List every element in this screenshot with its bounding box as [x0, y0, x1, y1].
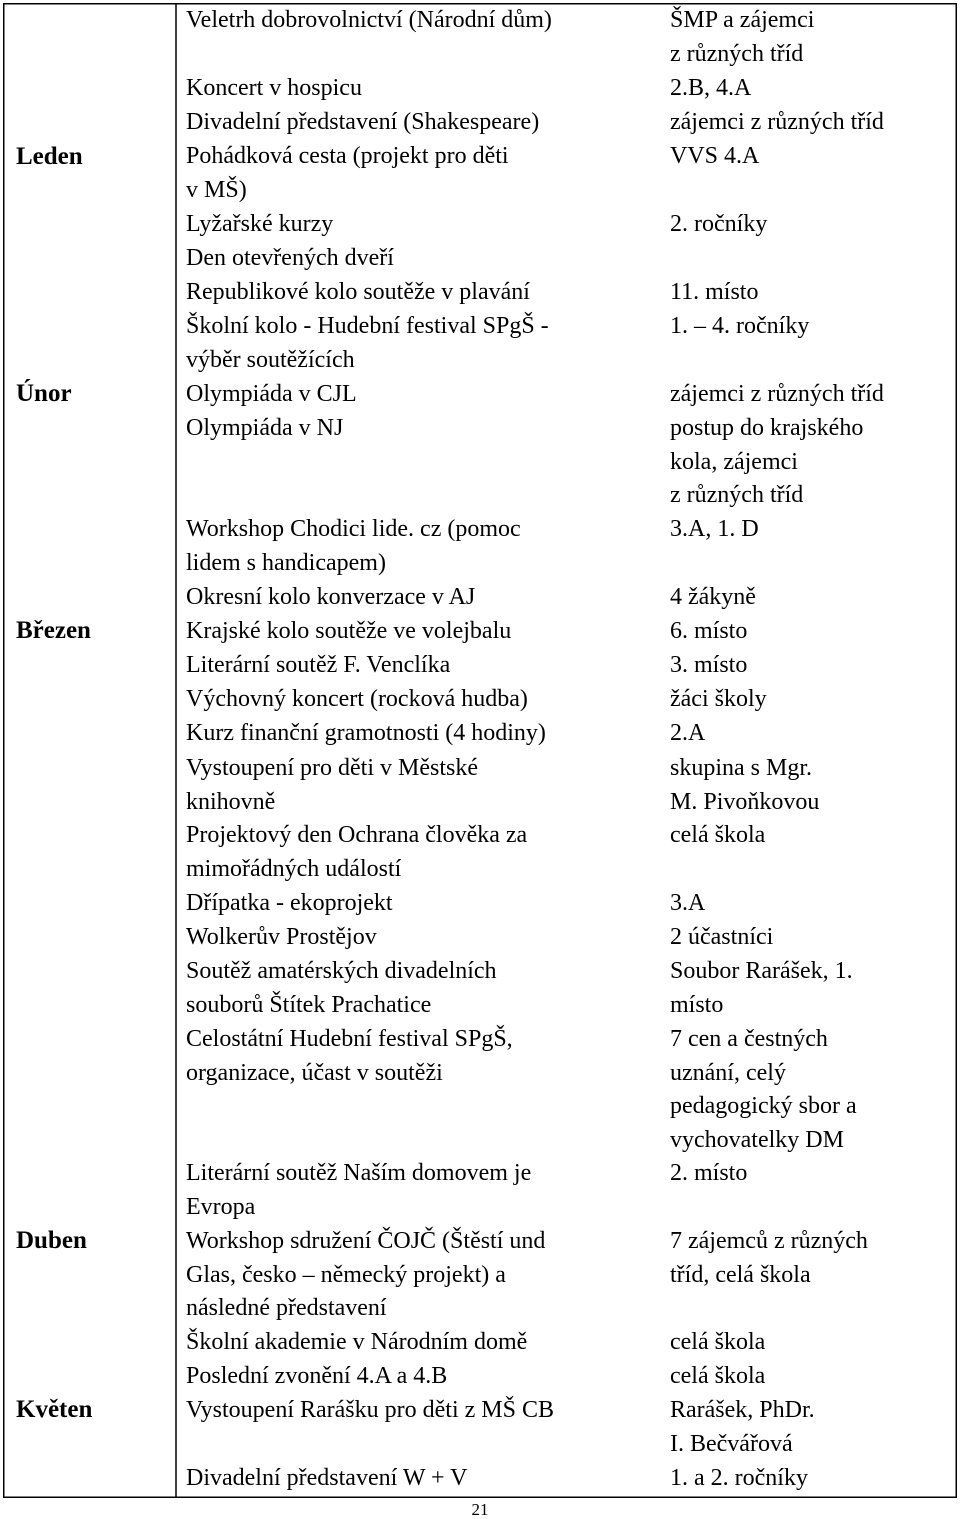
participants-cell: 2 účastníci	[670, 924, 774, 950]
activity-cell: Vystoupení Rarášku pro děti z MŠ CB	[186, 1397, 554, 1423]
participants-cell: postup do krajského kola, zájemci z různých tříd	[670, 415, 864, 508]
page-number: 21	[471, 1500, 489, 1519]
participants-cell: 2.A	[670, 720, 706, 746]
participants-cell: 2.B, 4.A	[670, 75, 752, 101]
activity-cell: Projektový den Ochrana člověka za mimořádných událostí	[186, 822, 528, 882]
activity-cell: Školní kolo - Hudební festival SPgŠ - výběr soutěžících	[186, 313, 549, 373]
participants-cell: 1. – 4. ročníky	[670, 313, 810, 339]
activity-cell: Vystoupení pro děti v Městské knihovně	[186, 755, 478, 815]
participants-cell: 2. místo	[670, 1160, 748, 1186]
participants-cell: 6. místo	[670, 618, 748, 644]
activity-cell: Veletrh dobrovolnictví (Národní dům)	[186, 7, 552, 33]
activity-cell: Krajské kolo soutěže ve volejbalu	[186, 618, 512, 644]
month-brezen: Březen	[16, 617, 91, 644]
activity-cell: Okresní kolo konverzace v AJ	[186, 584, 476, 610]
activity-cell: Wolkerův Prostějov	[186, 924, 377, 950]
activity-cell: Koncert v hospicu	[186, 75, 362, 101]
activity-cell: Literární soutěž Naším domovem je Evropa	[186, 1160, 532, 1220]
month-duben: Duben	[16, 1227, 87, 1254]
activity-cell: Dřípatka - ekoprojekt	[186, 890, 393, 916]
participants-cell: zájemci z různých tříd	[670, 109, 884, 135]
participants-cell: 3.A, 1. D	[670, 516, 759, 542]
participants-cell: žáci školy	[670, 686, 767, 712]
participants-cell: Soubor Rarášek, 1. místo	[670, 958, 853, 1018]
activity-cell: Poslední zvonění 4.A a 4.B	[186, 1363, 448, 1389]
participants-cell: celá škola	[670, 1363, 766, 1389]
activity-cell: Výchovný koncert (rocková hudba)	[186, 686, 528, 712]
activity-cell: Republikové kolo soutěže v plavání	[186, 279, 530, 305]
participants-cell: VVS 4.A	[670, 143, 760, 169]
participants-cell: 1. a 2. ročníky	[670, 1465, 808, 1491]
activity-cell: Divadelní představení (Shakespeare)	[186, 109, 540, 135]
participants-cell: celá škola	[670, 822, 766, 848]
month-leden: Leden	[16, 143, 83, 170]
participants-cell: 11. místo	[670, 279, 759, 305]
activity-cell: Pohádková cesta (projekt pro děti v MŠ)	[186, 143, 509, 203]
activity-cell: Celostátní Hudební festival SPgŠ, organizace, účast v soutěži	[186, 1026, 513, 1086]
participants-cell: Rarášek, PhDr. I. Bečvářová	[670, 1397, 815, 1457]
activity-cell: Kurz finanční gramotnosti (4 hodiny)	[186, 720, 546, 746]
activity-cell: Lyžařské kurzy	[186, 211, 334, 237]
month-kveten: Květen	[16, 1396, 93, 1423]
participants-cell: 7 cen a čestných uznání, celý pedagogický sbor a vychovatelky DM	[670, 1026, 857, 1153]
participants-cell: 3.A	[670, 890, 706, 916]
activity-cell: Školní akademie v Národním domě	[186, 1329, 528, 1355]
activity-cell: Workshop sdružení ČOJČ (Štěstí und Glas, česko – německý projekt) a následné představení	[186, 1228, 546, 1321]
month-unor: Únor	[16, 380, 72, 407]
activity-cell: Den otevřených dveří	[186, 245, 394, 271]
participants-cell: 3. místo	[670, 652, 748, 678]
activity-cell: Literární soutěž F. Venclíka	[186, 652, 451, 678]
participants-cell: ŠMP a zájemci z různých tříd	[670, 7, 815, 67]
activity-cell: Divadelní představení W + V	[186, 1465, 468, 1491]
participants-cell: 4 žákyně	[670, 584, 756, 610]
activity-cell: Workshop Chodici lide. cz (pomoc lidem s handicapem)	[186, 516, 521, 576]
participants-cell: 2. ročníky	[670, 211, 768, 237]
activity-cell: Soutěž amatérských divadelních souborů Štítek Prachatice	[186, 958, 497, 1018]
participants-cell: zájemci z různých tříd	[670, 381, 884, 407]
participants-cell: 7 zájemců z různých tříd, celá škola	[670, 1228, 868, 1288]
activity-cell: Olympiáda v CJL	[186, 381, 357, 407]
participants-cell: celá škola	[670, 1329, 766, 1355]
activity-cell: Olympiáda v NJ	[186, 415, 344, 441]
participants-cell: skupina s Mgr. M. Pivoňkovou	[670, 755, 820, 815]
